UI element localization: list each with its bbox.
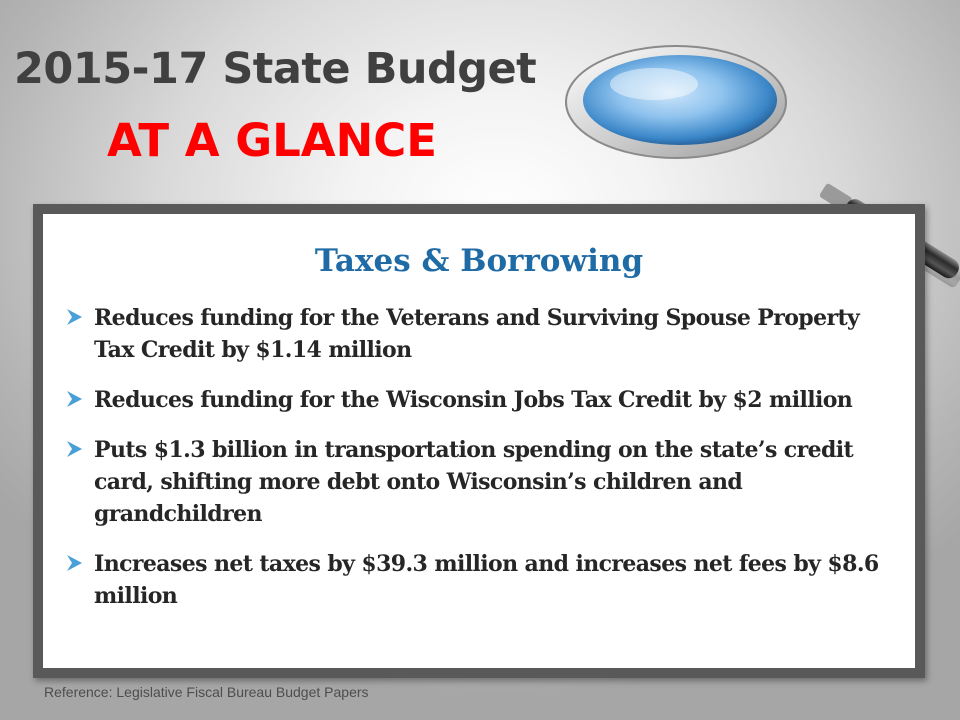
content-panel-frame: [33, 204, 925, 678]
list-item: [56, 548, 895, 612]
bullet-text: Puts $1.3 billion in transportation spending on the state’s credit card, shifting more debt onto Wisconsin’s children and grandchildren: [94, 437, 854, 527]
bullet-text: Reduces funding for the Wisconsin Jobs Tax Credit by $2 million: [94, 387, 853, 413]
content-panel: [43, 214, 915, 668]
bullet-text: Increases net taxes by $39.3 million and increases net fees by $8.6 million: [94, 551, 879, 609]
slide-title: 2015-17 State Budget: [14, 44, 537, 94]
bullet-list: [56, 302, 895, 630]
arrow-bullet-icon: [56, 384, 94, 408]
slide-subtitle: AT A GLANCE: [107, 114, 438, 167]
arrow-bullet-icon: [56, 548, 94, 572]
section-heading: Taxes & Borrowing: [314, 243, 644, 279]
arrow-bullet-icon: [56, 302, 94, 326]
list-item: [56, 384, 895, 416]
list-item: [56, 434, 895, 530]
list-item: [56, 302, 895, 366]
arrow-bullet-icon: [56, 434, 94, 458]
bullet-text: Reduces funding for the Veterans and Surviving Spouse Property Tax Credit by $1.14 million: [94, 305, 860, 363]
reference-footnote: Reference: Legislative Fiscal Bureau Budget Papers: [44, 684, 369, 700]
